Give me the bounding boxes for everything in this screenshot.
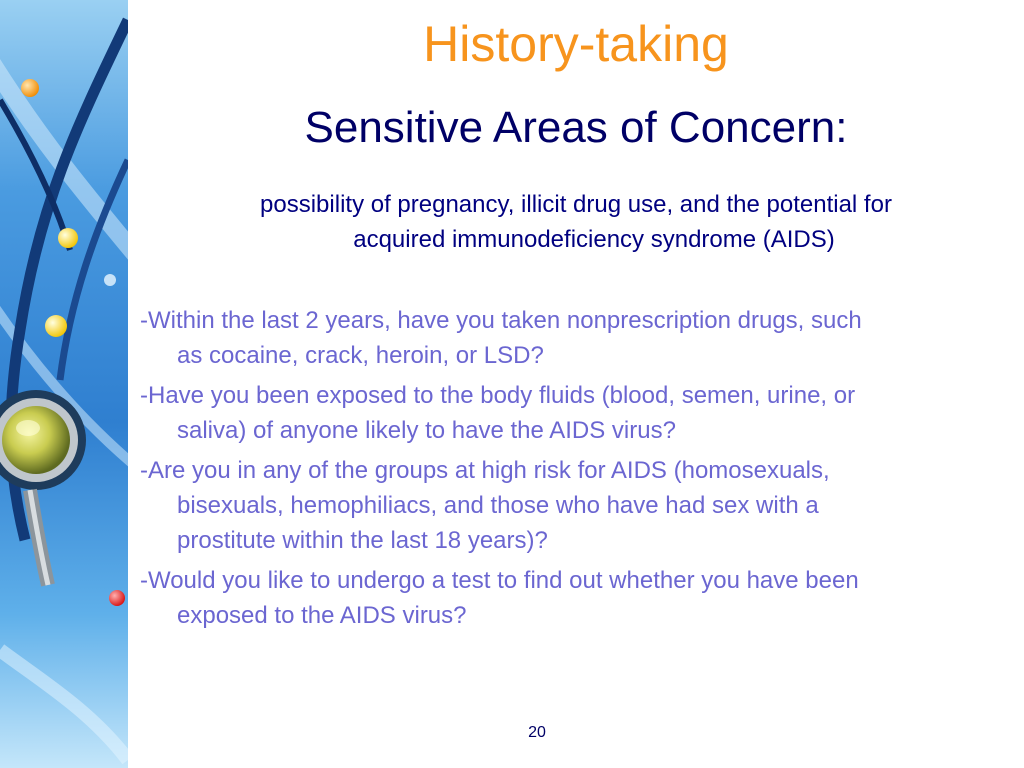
question-line: prostitute within the last 18 years)?: [177, 527, 548, 554]
page-number: 20: [528, 724, 546, 741]
question-line: exposed to the AIDS virus?: [177, 602, 467, 629]
intro-line: acquired immunodeficiency syndrome (AIDS): [353, 226, 835, 253]
slide-title: History-taking: [423, 16, 729, 72]
question-line: -Are you in any of the groups at high risk for AIDS (homosexuals,: [140, 457, 830, 484]
question-item: [140, 378, 1015, 448]
question-item: [140, 453, 1015, 558]
intro-paragraph: [128, 187, 1024, 257]
question-line: bisexuals, hemophiliacs, and those who have had sex with a: [177, 492, 819, 519]
question-line: -Within the last 2 years, have you taken nonprescription drugs, such: [140, 307, 862, 334]
question-line: as cocaine, crack, heroin, or LSD?: [177, 342, 544, 369]
question-line: -Have you been exposed to the body fluids (blood, semen, urine, or: [140, 382, 856, 409]
question-line: saliva) of anyone likely to have the AIDS virus?: [177, 417, 676, 444]
stethoscope-image: [0, 0, 128, 768]
question-line: -Would you like to undergo a test to find out whether you have been: [140, 567, 859, 594]
question-item: [140, 303, 1015, 373]
question-list: [140, 303, 1015, 638]
intro-line: possibility of pregnancy, illicit drug use, and the potential for: [260, 191, 892, 218]
slide-subtitle: Sensitive Areas of Concern:: [304, 103, 848, 152]
question-item: [140, 563, 1015, 633]
